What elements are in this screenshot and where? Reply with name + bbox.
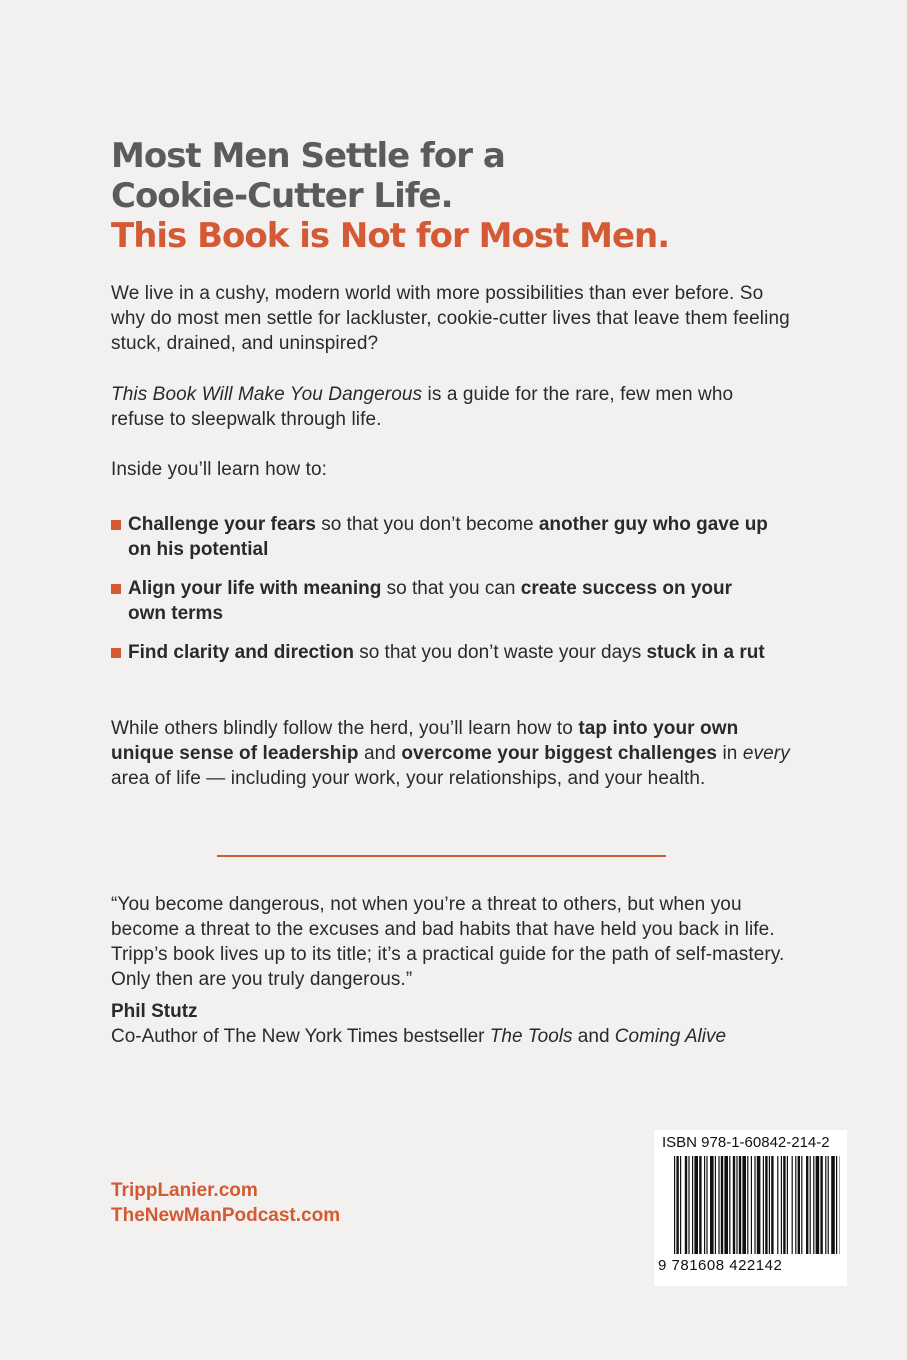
barcode-bar bbox=[710, 1156, 714, 1254]
barcode-bar bbox=[816, 1156, 820, 1254]
bullet-text: so that you don’t become bbox=[315, 514, 539, 535]
headline-line-1: Most Men Settle for a bbox=[111, 136, 505, 176]
barcode-bar bbox=[783, 1156, 785, 1254]
barcode-bar bbox=[781, 1156, 782, 1254]
headline-line-3: This Book is Not for Most Men. bbox=[111, 216, 670, 256]
back-cover-content bbox=[111, 136, 811, 1047]
bullet-square-icon bbox=[111, 648, 121, 658]
barcode-bar bbox=[706, 1156, 707, 1254]
closing-bold: tap into your own unique sense of leadership bbox=[111, 718, 739, 764]
bullet-bold-tail: create success on your own terms bbox=[128, 578, 732, 624]
barcode-bar bbox=[699, 1156, 701, 1254]
barcode-bar bbox=[831, 1156, 835, 1254]
isbn-digits: 9 781608 422142 bbox=[658, 1257, 783, 1274]
barcode-bar bbox=[836, 1156, 837, 1254]
intro-paragraph: We live in a cushy, modern world with more possibilities than ever before. So why do most men settle for lackluster, cookie-cutter lives that leave them feeling stuck, drained, and uninspired? bbox=[111, 283, 790, 354]
book-title-tools: The Tools bbox=[489, 1026, 573, 1047]
closing-paragraph bbox=[111, 716, 791, 791]
barcode-bars-icon bbox=[674, 1156, 840, 1268]
barcode-bar bbox=[747, 1156, 748, 1254]
isbn-label: ISBN 978-1-60842-214-2 bbox=[662, 1134, 830, 1151]
barcode-bar bbox=[771, 1156, 773, 1254]
barcode-bar bbox=[754, 1156, 755, 1254]
list-item bbox=[111, 576, 771, 626]
barcode-bar bbox=[795, 1156, 796, 1254]
barcode-bar bbox=[704, 1156, 705, 1254]
barcode-bar bbox=[676, 1156, 678, 1254]
testimonial-quote: “You become dangerous, not when you’re a threat to others, but when you become a threat to the excuses and bad habits that have held you back in life. Tripp’s book lives up to its title; it’s a practical guide for the path of self-mastery. Only then are you truly dangerous.” bbox=[111, 894, 785, 990]
closing-text: While others blindly follow the herd, you’ll learn how to bbox=[111, 718, 579, 739]
bullet-text: so that you don’t waste your days bbox=[353, 642, 647, 663]
barcode-bar bbox=[733, 1156, 735, 1254]
bullet-bold-lead: Challenge your fears bbox=[128, 514, 316, 535]
barcode-bar bbox=[787, 1156, 788, 1254]
barcode-bar bbox=[685, 1156, 687, 1254]
list-item bbox=[111, 512, 771, 562]
isbn-barcode bbox=[654, 1130, 847, 1286]
inside-intro: Inside you’ll learn how to: bbox=[111, 459, 328, 480]
barcode-bar bbox=[721, 1156, 723, 1254]
author-title-text: Co-Author of The New York Times bestseller bbox=[111, 1026, 490, 1047]
closing-text: area of life — including your work, your relationships, and your health. bbox=[111, 768, 706, 789]
website-links bbox=[111, 1178, 340, 1228]
bullet-square-icon bbox=[111, 520, 121, 530]
bullet-square-icon bbox=[111, 584, 121, 594]
barcode-bar bbox=[724, 1156, 728, 1254]
barcode-bar bbox=[694, 1156, 698, 1254]
list-item bbox=[111, 640, 771, 665]
testimonial-author-title bbox=[111, 1026, 726, 1048]
testimonial-author: Phil Stutz bbox=[111, 1001, 198, 1022]
barcode-bar bbox=[729, 1156, 730, 1254]
barcode-bar bbox=[739, 1156, 741, 1254]
barcode-bar bbox=[674, 1156, 675, 1254]
bullet-bold-tail: stuck in a rut bbox=[646, 642, 765, 663]
barcode-bar bbox=[810, 1156, 811, 1254]
barcode-bar bbox=[718, 1156, 719, 1254]
headline-line-2: Cookie-Cutter Life. bbox=[111, 176, 453, 216]
barcode-bar bbox=[680, 1156, 681, 1254]
barcode-bar bbox=[806, 1156, 808, 1254]
website-link-podcast[interactable]: TheNewManPodcast.com bbox=[111, 1205, 341, 1226]
barcode-bar bbox=[825, 1156, 826, 1254]
closing-emphasis: every bbox=[742, 743, 790, 764]
barcode-bar bbox=[765, 1156, 767, 1254]
benefit-list bbox=[111, 512, 771, 679]
barcode-bar bbox=[801, 1156, 802, 1254]
bullet-bold-tail: another guy who gave up on his potential bbox=[128, 514, 768, 560]
guide-text: is a guide for the rare, few men who refuse to sleepwalk through life. bbox=[111, 384, 734, 430]
barcode-bar bbox=[820, 1156, 822, 1254]
guide-paragraph bbox=[111, 382, 791, 432]
barcode-bar bbox=[742, 1156, 746, 1254]
barcode-bar bbox=[736, 1156, 737, 1254]
barcode-bar bbox=[763, 1156, 764, 1254]
author-title-text: and bbox=[572, 1026, 615, 1047]
barcode-bar bbox=[715, 1156, 716, 1254]
headline bbox=[111, 136, 811, 256]
bullet-text: so that you can bbox=[381, 578, 521, 599]
closing-text: and bbox=[358, 743, 402, 764]
barcode-bar bbox=[798, 1156, 800, 1254]
barcode-bar bbox=[777, 1156, 778, 1254]
section-divider bbox=[217, 855, 666, 857]
barcode-bar bbox=[751, 1156, 752, 1254]
bullet-bold-lead: Find clarity and direction bbox=[128, 642, 354, 663]
barcode-bar bbox=[757, 1156, 761, 1254]
barcode-bar bbox=[769, 1156, 770, 1254]
barcode-bar bbox=[813, 1156, 814, 1254]
book-title-coming-alive: Coming Alive bbox=[614, 1026, 727, 1047]
book-title: This Book Will Make You Dangerous bbox=[111, 384, 423, 405]
website-link-tripplanier[interactable]: TrippLanier.com bbox=[111, 1180, 258, 1201]
barcode-bar bbox=[688, 1156, 689, 1254]
bullet-bold-lead: Align your life with meaning bbox=[128, 578, 382, 599]
barcode-bar bbox=[792, 1156, 793, 1254]
closing-text: in bbox=[717, 743, 743, 764]
barcode-bar bbox=[828, 1156, 829, 1254]
closing-bold: overcome your biggest challenges bbox=[401, 743, 718, 764]
barcode-bar bbox=[692, 1156, 693, 1254]
